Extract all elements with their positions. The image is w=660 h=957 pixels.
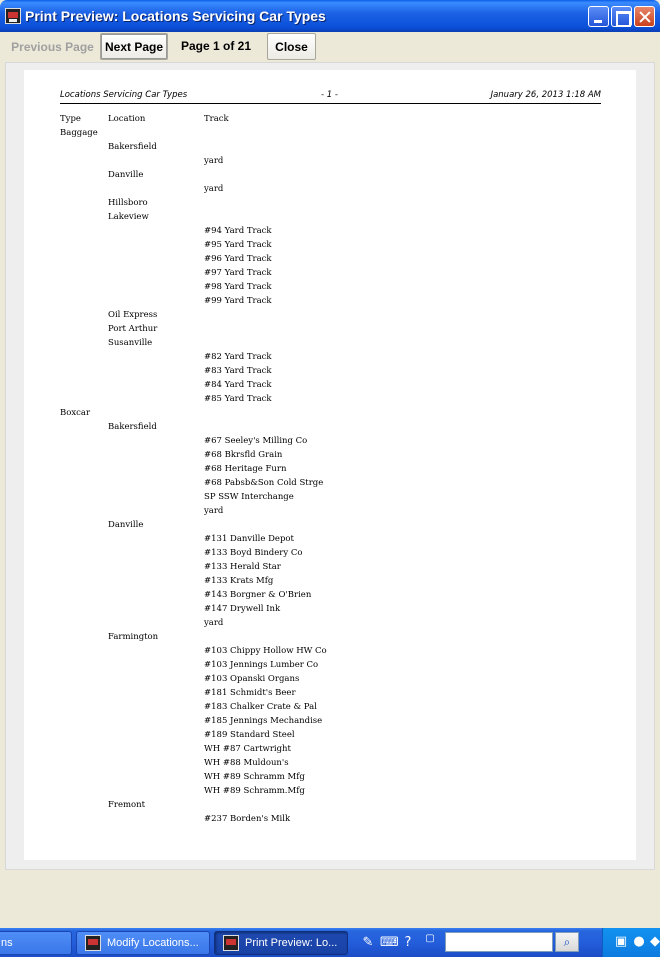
cell-type: Boxcar	[60, 408, 91, 418]
app-icon	[5, 8, 21, 24]
report-title: Locations Servicing Car Types	[60, 90, 188, 100]
next-page-button[interactable]: Next Page	[100, 33, 168, 60]
cell-track: #98 Yard Track	[204, 282, 272, 292]
tray-app-icon[interactable]: ◆	[650, 934, 660, 949]
page-marker: - 1 -	[321, 90, 338, 100]
cell-track: #185 Jennings Mechandise	[204, 716, 323, 726]
tray-app-icon[interactable]: ▣	[614, 934, 628, 949]
search-input[interactable]	[445, 932, 553, 952]
preview-toolbar	[0, 32, 660, 62]
cell-track: #133 Herald Star	[204, 562, 281, 572]
app-icon	[223, 935, 239, 951]
cell-track: #94 Yard Track	[204, 226, 272, 236]
cell-track: #103 Jennings Lumber Co	[204, 660, 319, 670]
cell-track: #97 Yard Track	[204, 268, 272, 278]
cell-track: yard	[204, 618, 224, 628]
restore-icon[interactable]: ▢	[425, 933, 435, 944]
cell-track: #237 Borden's Milk	[204, 814, 291, 824]
cell-track: #68 Pabsb&Son Cold Strge	[204, 478, 324, 488]
cell-track: #133 Boyd Bindery Co	[204, 548, 303, 558]
col-track-header: Track	[204, 114, 229, 124]
cell-location: Danville	[108, 520, 144, 530]
cell-location: Oil Express	[108, 310, 158, 320]
cell-location: Danville	[108, 170, 144, 180]
cell-track: #133 Krats Mfg	[204, 576, 274, 586]
report-page	[24, 70, 636, 860]
cell-track: #143 Borgner & O'Brien	[204, 590, 312, 600]
cell-location: Hillsboro	[108, 198, 148, 208]
cell-track: #181 Schmidt's Beer	[204, 688, 296, 698]
cell-track: #95 Yard Track	[204, 240, 272, 250]
header-rule	[60, 103, 601, 104]
cell-track: WH #89 Schramm Mfg	[204, 772, 305, 782]
cell-track: #103 Opanski Organs	[204, 674, 300, 684]
cell-location: Port Arthur	[108, 324, 158, 334]
cell-track: #67 Seeley's Milling Co	[204, 436, 308, 446]
cell-track: yard	[204, 156, 224, 166]
col-type-header: Type	[60, 114, 81, 124]
cell-type: Baggage	[60, 128, 98, 138]
cell-track: #147 Drywell Ink	[204, 604, 281, 614]
keyboard-icon[interactable]: ⌨	[380, 935, 399, 950]
cell-track: yard	[204, 506, 224, 516]
col-location-header: Location	[108, 114, 146, 124]
taskbar-item-clipped[interactable]	[0, 931, 72, 955]
cell-track: #85 Yard Track	[204, 394, 272, 404]
cell-location: Bakersfield	[108, 142, 157, 152]
minimize-button[interactable]	[588, 6, 609, 27]
cell-location: Susanville	[108, 338, 153, 348]
cell-track: #68 Bkrsfld Grain	[204, 450, 283, 460]
cell-track: #84 Yard Track	[204, 380, 272, 390]
cell-location: Fremont	[108, 800, 146, 810]
cell-track: WH #88 Muldoun's	[204, 758, 289, 768]
cell-track: #183 Chalker Crate & Pal	[204, 702, 317, 712]
page-status: Page 1 of 21	[181, 39, 252, 53]
cell-track: #131 Danville Depot	[204, 534, 294, 544]
taskbar-item-label: Print Preview: Lo...	[245, 937, 338, 949]
pen-icon[interactable]: ✎	[362, 935, 374, 950]
taskbar-item-clipped-label: ns	[1, 937, 13, 949]
cell-track: SP SSW Interchange	[204, 492, 294, 502]
cell-track: #99 Yard Track	[204, 296, 272, 306]
cell-location: Farmington	[108, 632, 159, 642]
cell-track: #189 Standard Steel	[204, 730, 295, 740]
search-icon[interactable]: ⌕	[555, 932, 579, 952]
cell-track: #96 Yard Track	[204, 254, 272, 264]
cell-track: WH #87 Cartwright	[204, 744, 291, 754]
firefox-icon[interactable]: ●	[633, 934, 645, 949]
title-bar[interactable]	[0, 0, 660, 32]
close-window-button[interactable]	[634, 6, 655, 27]
cell-track: #68 Heritage Furn	[204, 464, 287, 474]
cell-track: WH #89 Schramm.Mfg	[204, 786, 305, 796]
system-tray	[602, 928, 660, 957]
taskbar-item-label: Modify Locations...	[107, 937, 199, 949]
cell-track: #82 Yard Track	[204, 352, 272, 362]
cell-track: yard	[204, 184, 224, 194]
taskbar-item-modify-locations[interactable]	[76, 931, 210, 955]
taskbar-item-print-preview[interactable]	[214, 931, 348, 955]
cell-location: Bakersfield	[108, 422, 157, 432]
cell-track: #103 Chippy Hollow HW Co	[204, 646, 327, 656]
close-button[interactable]: Close	[267, 33, 316, 60]
report-date: January 26, 2013 1:18 AM	[490, 90, 601, 100]
app-icon	[85, 935, 101, 951]
taskbar	[0, 928, 660, 957]
cell-track: #83 Yard Track	[204, 366, 272, 376]
window-title: Print Preview: Locations Servicing Car Types	[25, 8, 326, 24]
previous-page-button[interactable]: Previous Page	[11, 39, 94, 54]
help-icon[interactable]: ?	[404, 935, 412, 950]
maximize-button[interactable]	[611, 6, 632, 27]
cell-location: Lakeview	[108, 212, 149, 222]
preview-viewport[interactable]	[5, 62, 655, 870]
